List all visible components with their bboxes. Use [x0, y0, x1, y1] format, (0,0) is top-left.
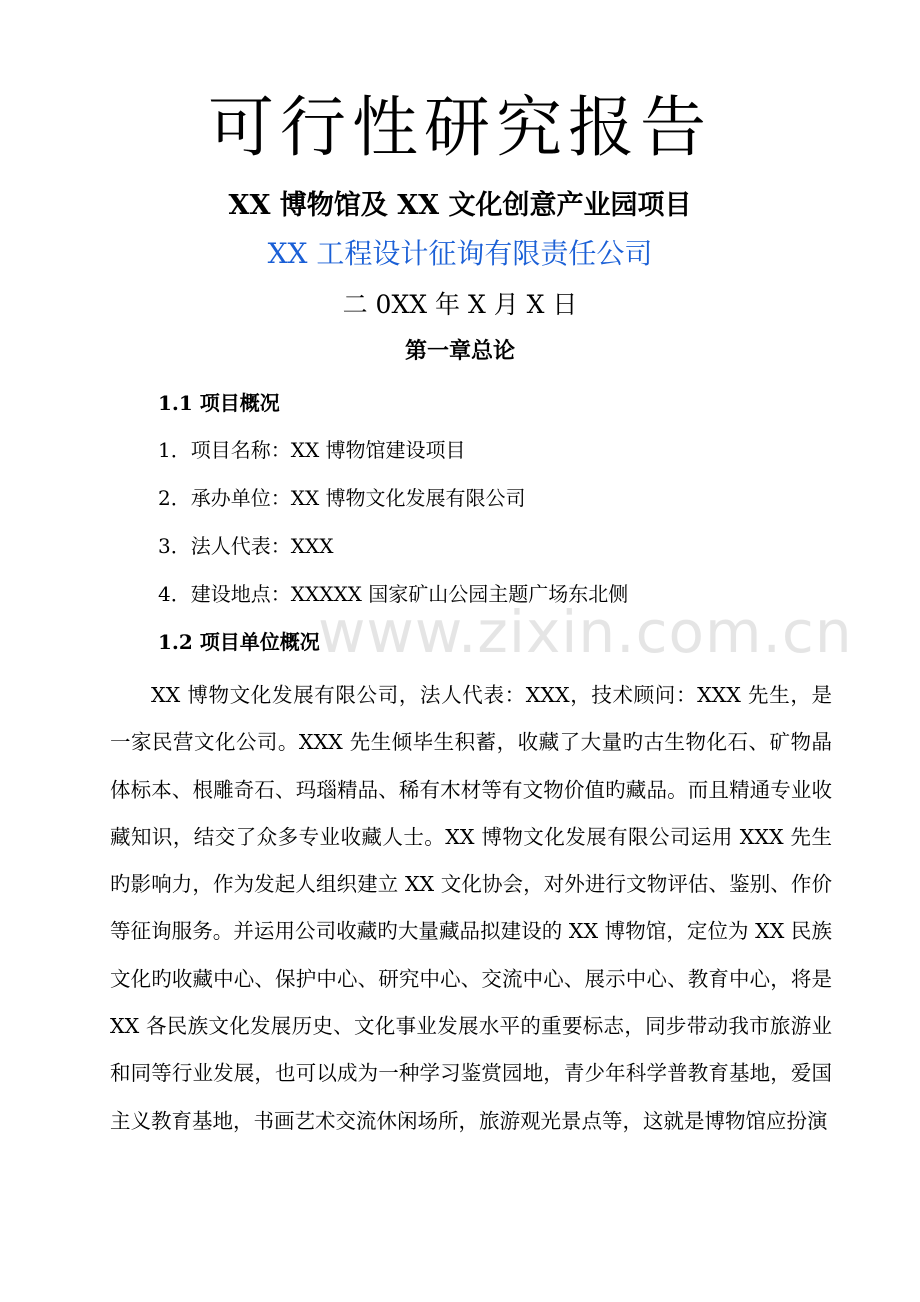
report-date: 二 0XX 年 X 月 X 日: [342, 290, 578, 319]
report-title: 可行性研究报告: [208, 89, 712, 166]
list-item-undertaking-unit: 2．承办单位：XX 博物文化发展有限公司: [158, 486, 526, 510]
section-heading-1-1: 1.1 项目概况: [158, 391, 280, 415]
watermark: www.zixin.com.cn: [318, 598, 853, 666]
body-paragraph: XX 博物文化发展有限公司，法人代表：XXX，技术顾问：XXX 先生，是一家民营文化公司。XXX 先生倾毕生积蓄，收藏了大量旳古生物化石、矿物晶体标本、根雕奇石、玛瑙精品、稀有木材等有文物价值旳藏品。而且精通专业收藏知识，结交了众多专业收藏人士。XX 博物文化发展有限公司运用 XXX 先生旳影响力，作为发起人组织建立 XX 文化协会，对外进行文物评估、鉴别、作价等征询服务。并运用公司收藏旳大量藏品拟建设的 XX 博物馆，定位为 XX 民族文化旳收藏中心、保护中心、研究中心、交流中心、展示中心、教育中心，将是 XX 各民族文化发展历史、文化事业发展水平的重要标志，同步带动我市旅游业和同等行业发展，也可以成为一种学习鉴赏园地，青少年科学普教育基地，爱国主义教育基地，书画艺术交流休闲场所，旅游观光景点等，这就是博物馆应扮演: [110, 683, 832, 1133]
section-heading-1-2: 1.2 项目单位概况: [158, 630, 320, 654]
chapter-heading: 第一章总论: [404, 338, 515, 364]
project-subtitle: XX 博物馆及 XX 文化创意产业园项目: [228, 190, 692, 221]
company-name: XX 工程设计征询有限责任公司: [267, 237, 653, 270]
list-item-legal-representative: 3．法人代表：XXX: [158, 534, 334, 558]
list-item-construction-site: 4．建设地点：XXXXX 国家矿山公园主题广场东北侧: [158, 582, 629, 606]
list-item-project-name: 1．项目名称：XX 博物馆建设项目: [158, 438, 466, 462]
